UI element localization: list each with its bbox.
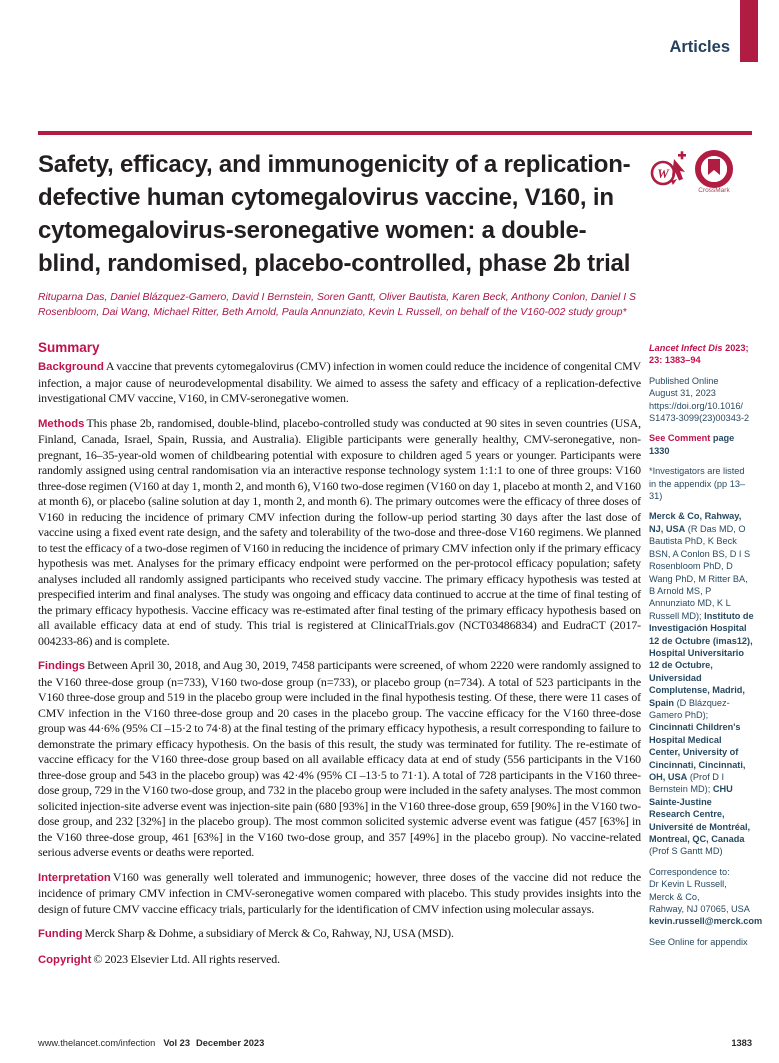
correspondence-address: Rahway, NJ 07065, USA [649,904,750,915]
correspondence-name: Dr Kevin L Russell, Merck & Co, [649,879,727,902]
see-comment-page: page 1330 [649,433,735,456]
see-comment-prefix: See Comment [649,433,711,444]
page-number: 1383 [731,1038,752,1048]
doi-link-line1[interactable]: https://doi.org/10.1016/ [649,400,743,411]
methods-text: This phase 2b, randomised, double-blind, placebo-controlled study was conducted at 90 sites in seven countries (USA, Finland, Canada, Israel, Spain, Russia, and Australia). Eligible participants were generally healthy, CMV-seronegative, non-pregnant, 16–35-year-old women of childbearing potential with exposure to children aged 5 years or younger. Participants were randomly assigned using central randomisation via an interactive response technology system 1:1:1 to one of three groups: V160 three-dose regimen (V160 at day 1, month 2, and month 6), V160 two-dose regimen (V160 on day 1, placebo at month 2, and V160 at month 6), or placebo (saline solution at day 1, month 2, and month 6). The primary outcomes were the efficacy of three doses of V160 in reducing the incidence of primary CMV infection during the follow-up period starting 30 days after the last dose of vaccine using a fixed event rate design, and the safety and tolerability of the two-dose and three-dose V160 regimens. We planned to test the efficacy of a two-dose regimen of V160 in reducing the incidence of primary CMV infection only if the primary efficacy hypothesis was met. Analyses for the primary efficacy endpoint were performed on the per-protocol efficacy population; safety analyses included all randomly assigned participants who received study vaccine. The primary efficacy hypothesis was tested at prespecified interim and final analyses. The study was ongoing and efficacy data continued to accrue at the time of final testing of the primary efficacy hypothesis. Vaccine efficacy was re-estimated after final testing of the primary efficacy hypothesis based on all available efficacy data at end of study. This trial is registered at ClinicalTrials.gov (NCT03486834) and EudraCT (2017-004233-86) and is complete. [38,415,641,648]
citation-pages: 23: 1383–94 [649,355,701,366]
article-title: Safety, efficacy, and immunogenicity of a replication-defective human cytomegalovirus vaccine, V160, in cytomegalovirus-seronegative women: a double-blind, randomised, placebo-controlled, phase 2b trial [38,151,631,277]
affiliation-people: (D Blázquez-Gamero PhD); [649,697,730,720]
published-date: August 31, 2023 [649,388,716,399]
published-online-label: Published Online [649,375,719,386]
interpretation-text: V160 was generally well tolerated and immunogenic; however, three doses of the vaccine did not reduce the incidence of primary CMV infection in CMV-seronegative women compared with placebo. This study provides insights into the design of future CMV vaccine efficacy trials, particularly for the identification of CMV infection using molecular assays. [38,869,641,916]
section-kicker: Articles [669,38,730,56]
page-footer [38,1038,752,1048]
crossmark-icon[interactable] [695,150,733,194]
findings-text: Between April 30, 2018, and Aug 30, 2019, 7458 participants were screened, of whom 2220 were randomly assigned to the V160 three-dose group (n=733), V160 two-dose group (n=733), or placebo group (n=734). A total of 523 participants in the V160 three-dose group and 519 in the placebo group were included in the final hypothesis testing. Of these, there were 11 cases of CMV infection in the V160 three-dose group and 20 cases in the placebo group. The vaccine efficacy for the V160 three-dose group was 44·6% (95% CI –15·2 to 74·8) at the final testing of the primary efficacy hypothesis, a result corresponding to failure to demonstrate the primary efficacy hypothesis. On the basis of this result, the study was terminated for futility. The re-estimate of vaccine efficacy for the V160 three-dose group based on all available efficacy data at end of study (556 participants in the V160 three-dose group and 543 in the placebo group) was 42·4% (95% CI –13·5 to 71·1). A total of 728 participants in the V160 three-dose group, 729 in the V160 two-dose group, and 732 in the placebo group were included in the safety analyses. The most common solicited injection-site adverse event was injection-site pain (680 [93%] in the V160 three-dose group, 659 [90%] in the V160 two-dose group, and 232 [32%] in the placebo group). The most common solicited systemic adverse event was fatigue (457 [63%] in the V160 three-dose group, 461 [63%] in the V160 two-dose group, and 357 [49%] in the placebo group). No vaccine-related serious adverse events or deaths were reported. [38,658,641,859]
see-comment-link[interactable] [649,432,754,457]
abstract-funding [38,926,641,943]
summary-heading: Summary [38,340,100,355]
copyright-label: Copyright [38,953,92,966]
citation-year: 2023; [722,343,749,353]
footer-site-url: www.thelancet.com/infection [38,1038,156,1048]
abstract-methods [38,416,641,650]
author-list: Rituparna Das, Daniel Blázquez-Gamero, David I Bernstein, Soren Gantt, Oliver Bautista, Karen Beck, Anthony Conlon, Daniel I S Rosenbloom, Dai Wang, Michael Ritter, Beth Arnold, Paula Annunziato, Kevin L Russell, on behalf of the V160-002 study group* [38,292,636,318]
affiliation-people: (Prof S Gantt MD) [649,846,723,857]
footer-volume: Vol 23 [163,1038,191,1048]
correspondence-block [649,866,763,928]
affiliation-institution: Instituto de Investigación Hospital 12 de Octubre (imas12), Hospital Universitario 12 de Octubre, Universidad Complutense, Madrid, Spain [649,610,754,708]
article-badges [649,150,733,197]
lancet-online-icon[interactable] [649,150,689,197]
abstract-copyright [38,952,641,969]
background-text: A vaccine that prevents cytomegalovirus (CMV) infection in women could reduce the incidence of congenital CMV infection, a major cause of neurodevelopmental disability. We aimed to assess the safety and efficacy of a replication-defective investigational CMV vaccine, V160, in CMV-seronegative women. [38,359,641,405]
journal-citation [649,342,754,367]
affiliations [649,510,754,857]
published-online-block [649,375,754,425]
copyright-text: © 2023 Elsevier Ltd. All rights reserved. [93,951,280,966]
footer-date: December 2023 [196,1038,265,1048]
margin-sidebar [649,342,763,956]
background-label: Background [38,361,104,373]
see-online-appendix-link[interactable]: See Online for appendix [649,936,748,947]
journal-name: Lancet Infect Dis [649,343,723,353]
abstract-findings [38,658,641,861]
main-column [38,148,641,977]
affiliation-institution: Merck & Co, Rahway, NJ, USA [649,511,742,534]
affiliation-institution: CHU Sainte-Justine Research Centre, Université de Montréal, Montreal, QC, Canada [649,784,751,845]
investigators-note: *Investigators are listed in the appendix (pp 13–31) [649,466,746,502]
abstract-interpretation [38,870,641,918]
funding-text: Merck Sharp & Dohme, a subsidiary of Merck & Co, Rahway, NJ, USA (MSD). [84,926,454,940]
funding-label: Funding [38,928,83,940]
interpretation-label: Interpretation [38,871,111,884]
findings-label: Findings [38,660,86,672]
affiliation-people: (Prof D I Bernstein MD); [649,772,725,795]
correspondence-email[interactable]: kevin.russell@merck.com [649,916,763,927]
corner-accent-bar [740,0,758,62]
svg-text:W: W [657,166,669,181]
crossmark-label: CrossMark [698,187,730,194]
header-rule [38,131,752,135]
affiliation-institution: Cincinnati Children's Hospital Medical Center, University of Cincinnati, Cincinnati, OH, USA [649,722,746,782]
methods-label: Methods [38,417,85,430]
doi-link-line2[interactable]: S1473-3099(23)00343-2 [649,413,750,424]
correspondence-label: Correspondence to: [649,866,730,877]
affiliation-people: (R Das MD, O Bautista PhD, K Beck BSN, A Conlon BS, D I S Rosenbloom PhD, D Wang PhD, M Ritter BA, B Arnold MS, P Annunziato MD, K L Russell MD); [649,523,751,621]
abstract-background [38,359,641,407]
